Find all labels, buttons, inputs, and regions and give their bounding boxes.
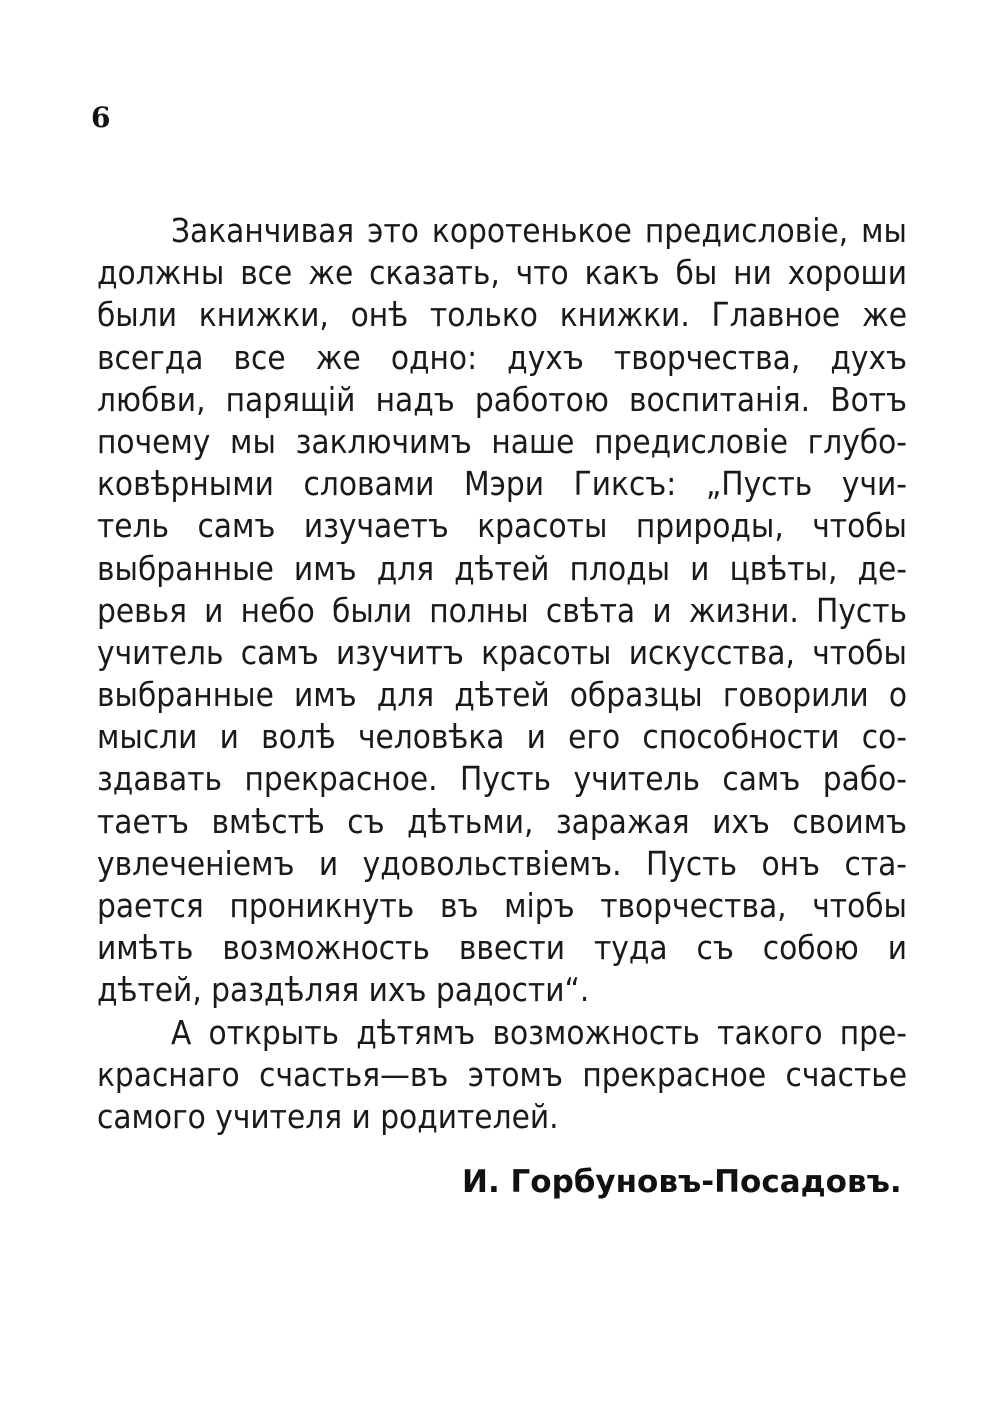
text-line: должны все же сказать, что какъ бы ни хороши [97,253,907,293]
text-line: были книжки, онѣ только книжки. Главное же [97,295,907,335]
text-line: здавать прекрасное. Пусть учитель самъ рабо- [97,759,907,799]
text-line: А открыть дѣтямъ возможность такого пре- [171,1012,907,1052]
text-line: Заканчивая это коротенькое предисловіе, мы [171,211,907,250]
text-line: увлеченіемъ и удовольствіемъ. Пусть онъ ста- [97,843,907,883]
text-line: учитель самъ изучитъ красоты искусства, чтобы [97,632,907,672]
text-line: любви, парящій надъ работою воспитанія. Вотъ [97,379,907,419]
paragraph-1 [97,210,907,1012]
text-line: рается проникнуть въ міръ творчества, чтобы [97,886,907,925]
text-line: дѣтей, раздѣляя ихъ радости“. [97,970,590,1010]
text-line: таетъ вмѣстѣ съ дѣтьми, заражая ихъ своимъ [97,801,907,841]
text-line: ревья и небо были полны свѣта и жизни. Пусть [97,590,907,630]
text-line: выбранные имъ для дѣтей образцы говорили о [97,675,907,715]
body-text [97,210,907,1138]
text-line: ковѣрными словами Мэри Гиксъ: „Пусть учи- [97,464,907,504]
author-signature: И. Горбуновъ-Посадовъ. [462,1164,902,1200]
text-line: почему мы заключимъ наше предисловіе глубо- [97,421,907,461]
text-line: мысли и волѣ человѣка и его способности со- [97,717,907,757]
text-line: выбранные имъ для дѣтей плоды и цвѣты, де- [97,548,907,588]
text-line: всегда все же одно: духъ творчества, духъ [97,337,907,377]
text-line: самого учителя и родителей. [97,1096,559,1136]
page-number: 6 [91,101,111,134]
paragraph-2 [97,1012,907,1139]
text-line: имѣть возможность ввести туда съ собою и [97,928,907,968]
text-line: краснаго счастья—въ этомъ прекрасное счастье [97,1054,907,1094]
text-line: тель самъ изучаетъ красоты природы, чтобы [97,506,907,546]
